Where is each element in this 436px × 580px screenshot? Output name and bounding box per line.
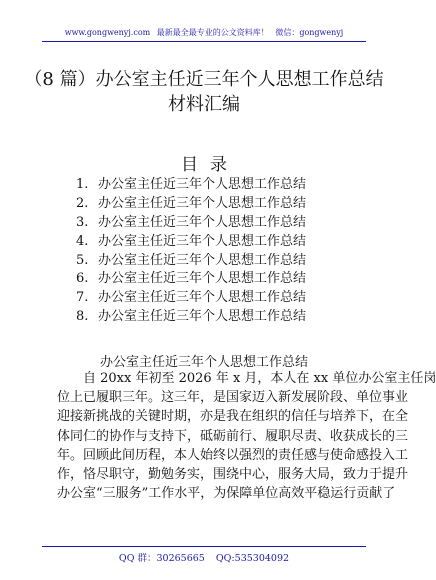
footer-qq-group: QQ 群：30265665 bbox=[118, 553, 205, 564]
toc-item-text: 办公室主任近三年个人思想工作总结 bbox=[98, 309, 307, 325]
toc-item-text: 办公室主任近三年个人思想工作总结 bbox=[98, 233, 307, 249]
footer-qq: QQ:535304092 bbox=[215, 553, 290, 564]
toc-item-number: 8. bbox=[76, 309, 89, 325]
toc-item-number: 4. bbox=[76, 233, 89, 249]
paragraph-line: 年。回顾此间历程，本人始终以强烈的责任感与使命感投入工 bbox=[57, 447, 409, 463]
toc-item-text: 办公室主任近三年个人思想工作总结 bbox=[98, 177, 307, 192]
toc-item-number: 6. bbox=[76, 271, 89, 287]
page-footer bbox=[0, 550, 408, 564]
toc-item[interactable] bbox=[76, 195, 306, 214]
toc-item-number: 7. bbox=[76, 290, 89, 306]
toc-item-number: 2. bbox=[76, 195, 89, 211]
paragraph-line: 体同仁的协作与支持下，砥砺前行、履职尽责、收获成长的三 bbox=[57, 428, 409, 444]
toc-item-text: 办公室主任近三年个人思想工作总结 bbox=[98, 195, 307, 211]
page-header bbox=[0, 27, 408, 38]
paragraph-line: 办公室“三服务”工作水平，为保障单位高效平稳运行贡献了 bbox=[57, 486, 396, 502]
toc-item-text: 办公室主任近三年个人思想工作总结 bbox=[98, 214, 307, 230]
header-website[interactable]: www.gongwenyj.com bbox=[64, 28, 151, 37]
paragraph-line: 迎接新挑战的关键时期，亦是我在组织的信任与培养下，在全 bbox=[57, 409, 409, 425]
toc-item-number: 3. bbox=[76, 214, 89, 230]
header-wechat: 微信：gongwenyj bbox=[275, 28, 344, 37]
header-slogan: 最新最全最专业的公文资料库！ bbox=[156, 28, 269, 37]
toc-item[interactable] bbox=[76, 233, 306, 252]
body-paragraph bbox=[57, 369, 436, 503]
toc-item-text: 办公室主任近三年个人思想工作总结 bbox=[98, 271, 307, 287]
toc-item-text: 办公室主任近三年个人思想工作总结 bbox=[98, 252, 307, 268]
paragraph-line: 位上已履职三年。这三年，是国家迈入新发展阶段、单位事业 bbox=[57, 390, 409, 406]
toc-item[interactable] bbox=[76, 252, 306, 271]
header-divider bbox=[42, 41, 366, 42]
toc-item-text: 办公室主任近三年个人思想工作总结 bbox=[98, 290, 307, 306]
toc-item[interactable] bbox=[76, 289, 306, 308]
toc-item[interactable] bbox=[76, 308, 306, 327]
toc-item[interactable] bbox=[76, 270, 306, 289]
paragraph-line: 作，恪尽职守，勤勉务实，围绕中心，服务大局，致力于提升 bbox=[57, 467, 409, 483]
toc-item[interactable] bbox=[76, 214, 306, 233]
toc-item-number: 1. bbox=[76, 177, 89, 192]
paragraph-line: 自 20xx 年初至 2026 年 x 月，本人在 xx 单位办公室主任岗 bbox=[57, 371, 436, 386]
toc-list bbox=[76, 176, 306, 327]
toc-item[interactable] bbox=[76, 176, 306, 195]
document-title: （8 篇）办公室主任近三年个人思想工作总结材料汇编 bbox=[24, 69, 384, 115]
toc-item-number: 5. bbox=[76, 252, 89, 268]
toc-heading: 目录 bbox=[181, 155, 239, 175]
section-title: 办公室主任近三年个人思想工作总结 bbox=[99, 355, 308, 370]
footer-divider bbox=[42, 546, 366, 547]
